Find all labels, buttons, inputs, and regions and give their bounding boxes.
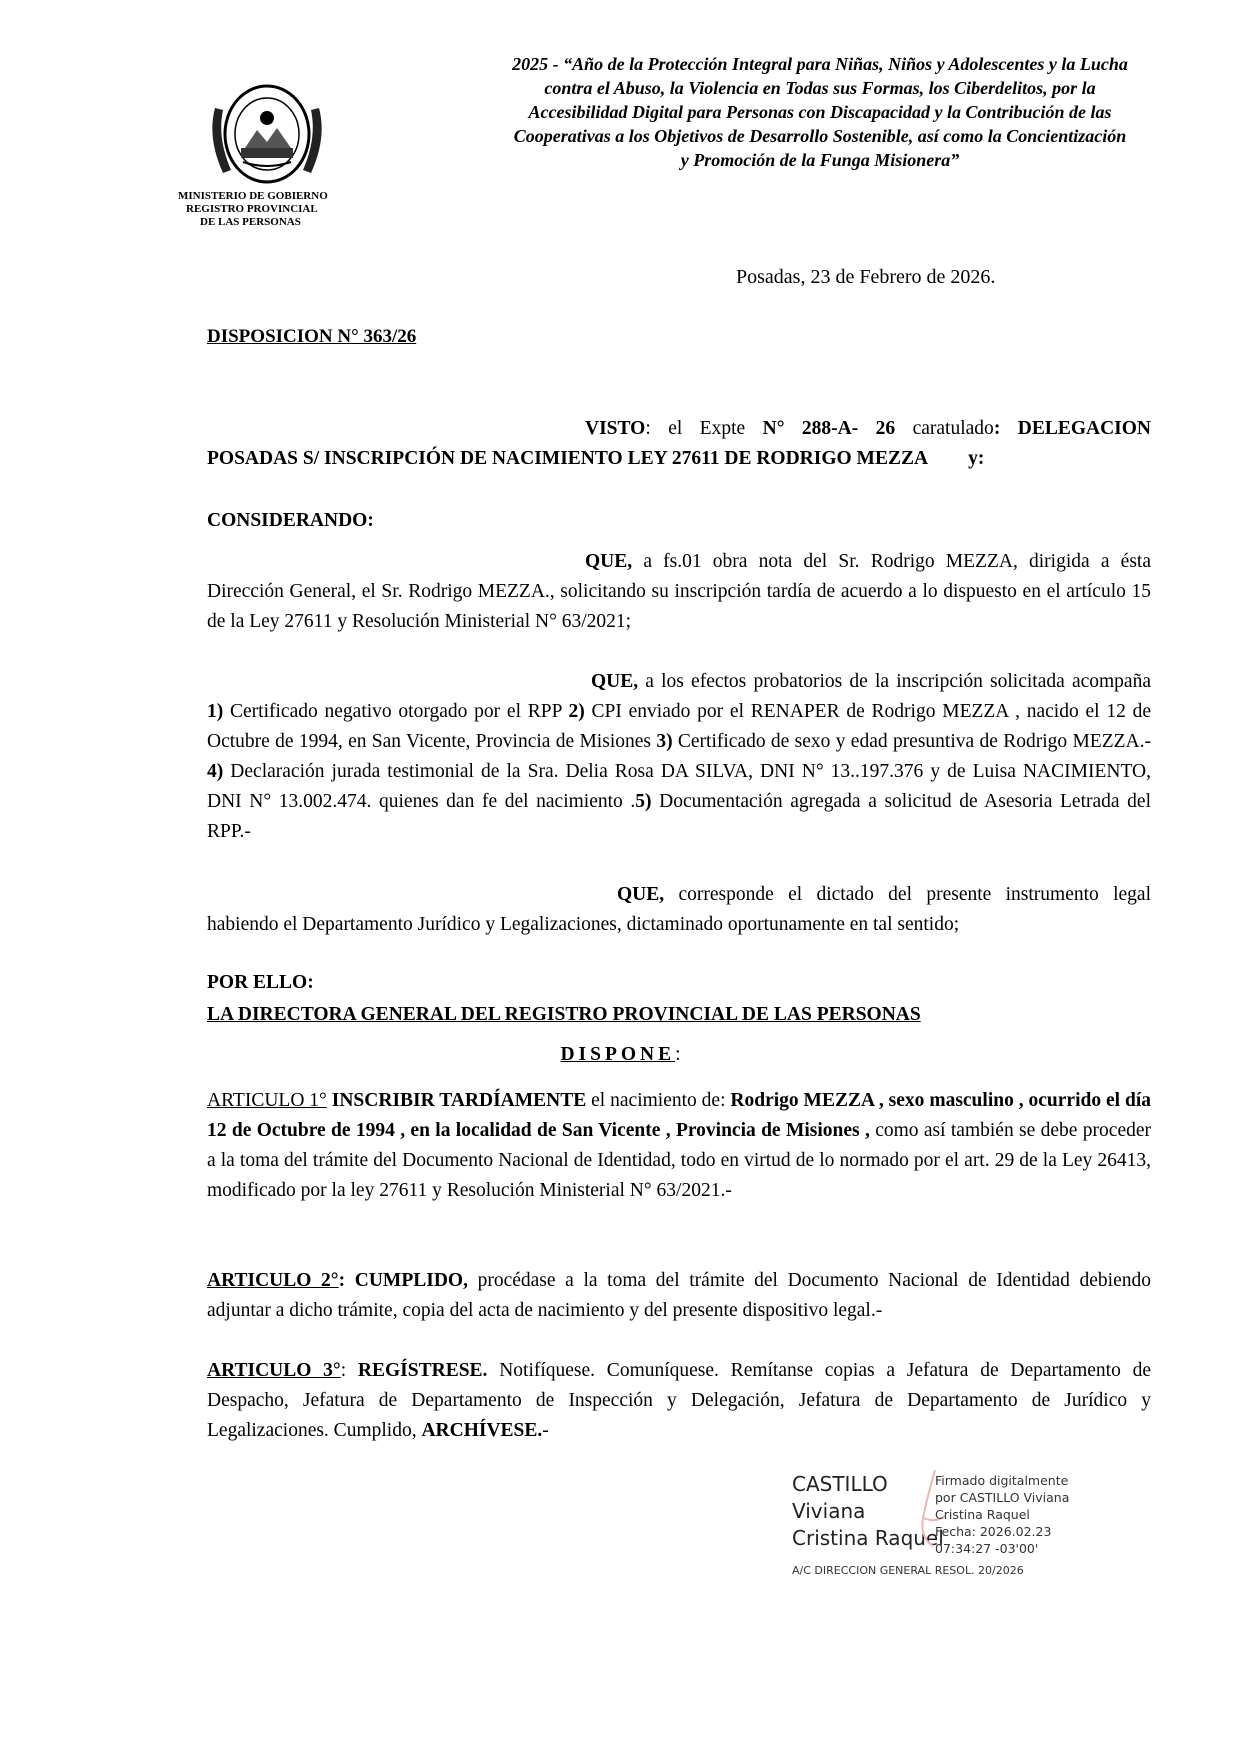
- document-title: DISPOSICION N° 363/26: [207, 326, 417, 347]
- ministry-line: DE LAS PERSONAS: [200, 216, 301, 228]
- articulo-text: procédase a la toma del trámite del Documento Nacional de Identidad debiendo adjuntar a dicho trámite, copia del acta de nacimiento y del presente dispositivo legal.-: [207, 1270, 1151, 1321]
- que-label: QUE,: [591, 671, 639, 692]
- signer-name-line: Cristina Raquel: [792, 1526, 944, 1550]
- year-banner-line: Accesibilidad Digital para Personas con Discapacidad y la Contribución de las: [528, 102, 1112, 122]
- articulo-3: [207, 1356, 1151, 1446]
- que-text: corresponde el dictado del presente instrumento legal habiendo el Departamento Jurídico y Legalizaciones, dictaminado oportunamente en tal sentido;: [207, 884, 1151, 935]
- ministry-heading: [178, 190, 328, 229]
- item-number: 4): [207, 761, 224, 782]
- signature-info-line: Cristina Raquel: [935, 1507, 1030, 1522]
- articulo-1: [207, 1086, 1151, 1206]
- articulo-bold-text: REGÍSTRESE.: [357, 1360, 488, 1381]
- que-paragraph-2: [207, 667, 1151, 847]
- que-paragraph-3: [207, 880, 1151, 940]
- year-banner: [440, 52, 1200, 172]
- que-text: Documentación agregada a solicitud de Asesoria Letrada del RPP.-: [207, 791, 1151, 842]
- item-number: 2): [568, 701, 585, 722]
- signature-info-line: Firmado digitalmente: [935, 1473, 1069, 1488]
- articulo-text: el nacimiento de:: [586, 1090, 731, 1111]
- que-text: CPI enviado por el RENAPER de Rodrigo MEZZA , nacido el 12 de Octubre de 1994, en San Vicente, Provincia de Misiones: [207, 701, 1151, 752]
- item-number: 5): [635, 791, 652, 812]
- que-text: Certificado negativo otorgado por el RPP: [223, 701, 569, 722]
- year-banner-line: 2025 - “Año de la Protección Integral para Niñas, Niños y Adolescentes y la Lucha: [512, 54, 1128, 74]
- articulo-2: [207, 1266, 1151, 1326]
- articulo-verb: INSCRIBIR TARDÍAMENTE: [331, 1090, 587, 1111]
- articulo-colon: :: [338, 1270, 346, 1291]
- que-label: QUE,: [617, 884, 665, 905]
- directora-heading: LA DIRECTORA GENERAL DEL REGISTRO PROVINCIAL DE LAS PERSONAS: [207, 1004, 921, 1025]
- dispone-heading: [0, 1040, 1241, 1070]
- signature-info-line: Fecha: 2026.02.23: [935, 1524, 1052, 1539]
- articulo-label: ARTICULO 2°: [207, 1270, 339, 1291]
- expediente-number: N° 288-A- 26: [762, 418, 896, 439]
- year-banner-line: contra el Abuso, la Violencia en Todas sus Formas, los Ciberdelitos, por la: [544, 78, 1096, 98]
- item-number: 3): [656, 731, 673, 752]
- signer-name-line: Viviana: [792, 1499, 866, 1523]
- province-seal-logo: [205, 78, 330, 190]
- que-text: Declaración jurada testimonial de la Sra. Delia Rosa DA SILVA, DNI N° 13..197.376 y de Luisa NACIMIENTO, DNI N° 13.002.474. quienes dan fe del nacimiento .: [207, 761, 1151, 812]
- visto-text: caratulado: [895, 418, 994, 439]
- signature-info-line: 07:34:27 -03'00': [935, 1541, 1039, 1556]
- articulo-text: Notifíquese. Comuníquese. Remítanse copias a Jefatura de Departamento de Despacho, Jefatura de Departamento de Inspección y Delegación, Jefatura de Departamento de Jurídico y Legalizaciones. Cumplido,: [207, 1360, 1151, 1441]
- digital-signature-info: [935, 1472, 1069, 1557]
- visto-tail: y:: [968, 448, 985, 469]
- year-banner-line: y Promoción de la Funga Misionera”: [680, 150, 960, 170]
- articulo-text: -: [542, 1420, 549, 1441]
- dispone-word: DISPONE: [560, 1044, 676, 1065]
- articulo-text: como así también se debe proceder a la toma del trámite del Documento Nacional de Identidad, todo en virtud de lo normado por el art. 29 de la Ley 26413, modificado por la ley 27611 y Resolución Ministerial N° 63/2021.-: [207, 1120, 1151, 1201]
- que-text: a fs.01 obra nota del Sr. Rodrigo MEZZA, dirigida a ésta Dirección General, el Sr. Rodrigo MEZZA., solicitando su inscripción tardía de acuerdo a lo dispuesto en el artículo 15 de la Ley 27611 y Resolución Ministerial N° 63/2021;: [207, 551, 1151, 632]
- year-banner-line: Cooperativas a los Objetivos de Desarrollo Sostenible, así como la Concientización: [513, 126, 1127, 146]
- visto-label: VISTO: [585, 418, 646, 439]
- signer-role: A/C DIRECCION GENERAL RESOL. 20/2026: [792, 1564, 1024, 1577]
- por-ello-heading: POR ELLO:: [207, 972, 314, 993]
- visto-text: : el Expte: [645, 418, 763, 439]
- articulo-label: ARTICULO 1°: [207, 1090, 327, 1111]
- item-number: 1): [207, 701, 224, 722]
- articulo-bold-text: ARCHÍVESE.: [421, 1420, 543, 1441]
- que-label: QUE,: [585, 551, 633, 572]
- que-paragraph-1: [207, 547, 1151, 637]
- articulo-label: ARTICULO 3°: [207, 1360, 341, 1381]
- document-date: Posadas, 23 de Febrero de 2026.: [736, 266, 996, 288]
- visto-paragraph: [207, 414, 1151, 474]
- que-text: a los efectos probatorios de la inscripción solicitada acompaña: [638, 671, 1151, 692]
- ministry-line: MINISTERIO DE GOBIERNO: [178, 190, 328, 202]
- signature-info-line: por CASTILLO Viviana: [935, 1490, 1070, 1505]
- articulo-bold-text: CUMPLIDO,: [345, 1270, 468, 1291]
- articulo-bold-text: Rodrigo MEZZA , sexo masculino , ocurrido el día 12 de Octubre de 1994 , en la localidad de San Vicente , Provincia de Misiones ,: [207, 1090, 1151, 1141]
- que-text: Certificado de sexo y edad presuntiva de Rodrigo MEZZA.-: [672, 731, 1151, 752]
- caratula: : DELEGACION POSADAS S/ INSCRIPCIÓN DE NACIMIENTO LEY 27611 DE RODRIGO MEZZA: [207, 418, 1152, 469]
- signer-name-line: CASTILLO: [792, 1472, 888, 1496]
- articulo-colon: :: [340, 1360, 358, 1381]
- dispone-colon: :: [675, 1044, 681, 1065]
- ministry-line: REGISTRO PROVINCIAL: [186, 203, 318, 215]
- considerando-heading: CONSIDERANDO:: [207, 510, 374, 531]
